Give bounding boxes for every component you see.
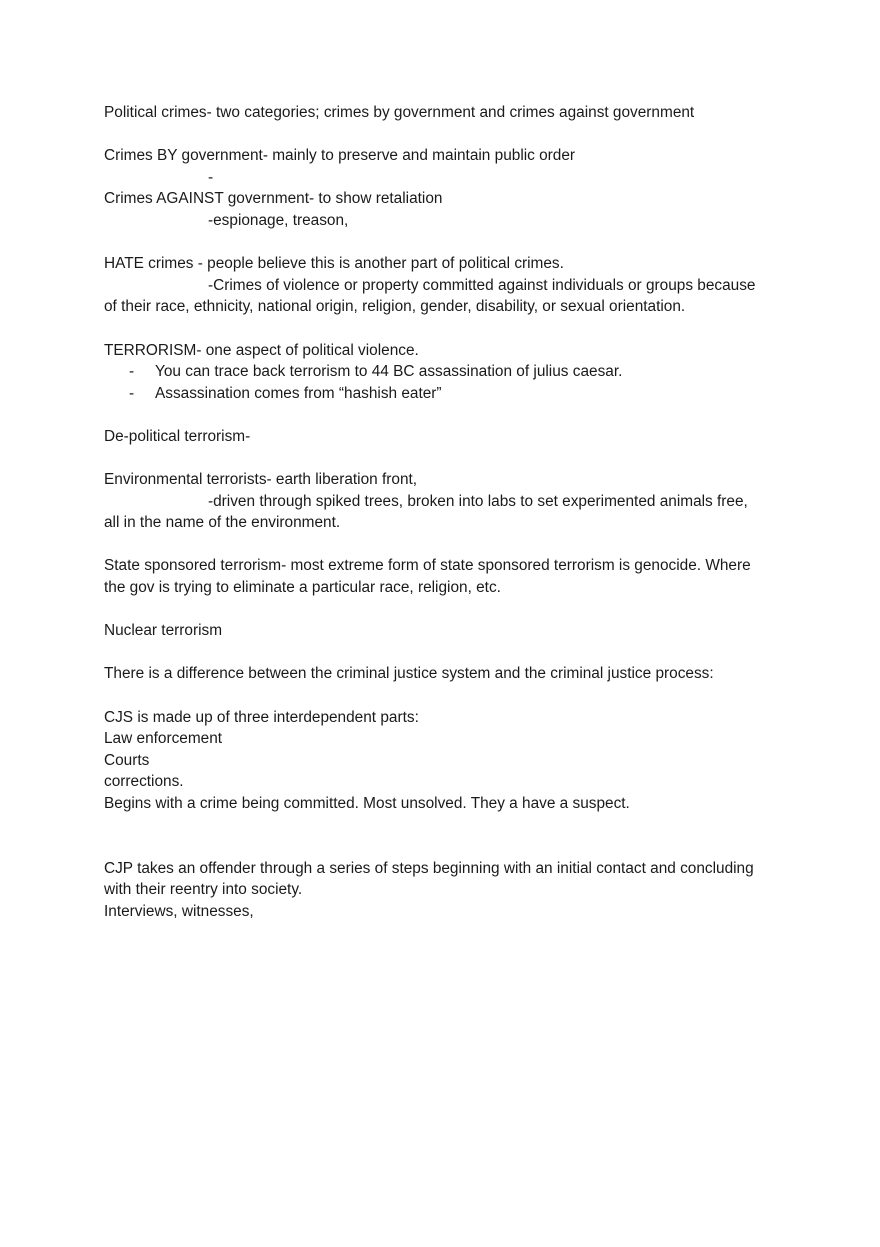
list-item: Law enforcement	[104, 730, 223, 748]
paragraph-crimes-by-government: Crimes BY government- mainly to preserve and maintain public order	[104, 147, 576, 165]
hate-crimes-sub-1: -Crimes of violence or property committed against individuals or groups because	[208, 276, 756, 294]
environmental-sub-2: all in the name of the environment.	[104, 514, 341, 532]
document-page	[104, 102, 804, 923]
list-item: corrections.	[104, 773, 184, 791]
list-item	[104, 383, 804, 405]
paragraph-state-sponsored-2: the gov is trying to eliminate a particular race, religion, etc.	[104, 579, 501, 597]
bullet-dash: -	[129, 363, 135, 381]
paragraph-cjs-tail: Begins with a crime being committed. Most unsolved. They a have a suspect.	[104, 795, 630, 812]
list-item: Courts	[104, 751, 150, 769]
list-item	[104, 361, 804, 383]
paragraph-terrorism: TERRORISM- one aspect of political violence.	[104, 341, 419, 359]
paragraph-state-sponsored-1: State sponsored terrorism- most extreme form of state sponsored terrorism is genocide. Where	[104, 557, 751, 575]
paragraph-de-political-terrorism: De-political terrorism-	[104, 427, 251, 445]
paragraph-crimes-against-government: Crimes AGAINST government- to show retaliation	[104, 190, 443, 208]
paragraph-cjs-vs-cjp: There is a difference between the criminal justice system and the criminal justice process:	[104, 665, 714, 683]
paragraph-hate-crimes: HATE crimes - people believe this is another part of political crimes.	[104, 255, 564, 273]
paragraph-cjs: CJS is made up of three interdependent parts:	[104, 708, 419, 726]
bullet-text: You can trace back terrorism to 44 BC assassination of julius caesar.	[155, 363, 623, 381]
paragraph-nuclear-terrorism: Nuclear terrorism	[104, 622, 223, 640]
paragraph-environmental-terrorists: Environmental terrorists- earth liberation front,	[104, 471, 418, 489]
hate-crimes-sub-2: of their race, ethnicity, national origin, religion, gender, disability, or sexual orientation.	[104, 298, 686, 316]
paragraph-cjp-3: Interviews, witnesses,	[104, 902, 254, 920]
paragraph-political-crimes: Political crimes- two categories; crimes by government and crimes against government	[104, 104, 695, 121]
crimes-by-government-sub: -	[208, 168, 214, 186]
environmental-sub-1: -driven through spiked trees, broken into labs to set experimented animals free,	[208, 492, 748, 510]
bullet-dash: -	[129, 384, 135, 402]
paragraph-cjp-2: with their reentry into society.	[104, 881, 303, 899]
paragraph-cjp-1: CJP takes an offender through a series of steps beginning with an initial contact and concluding	[104, 859, 754, 877]
bullet-text: Assassination comes from “hashish eater”	[155, 384, 442, 402]
crimes-against-government-sub: -espionage, treason,	[208, 211, 349, 229]
